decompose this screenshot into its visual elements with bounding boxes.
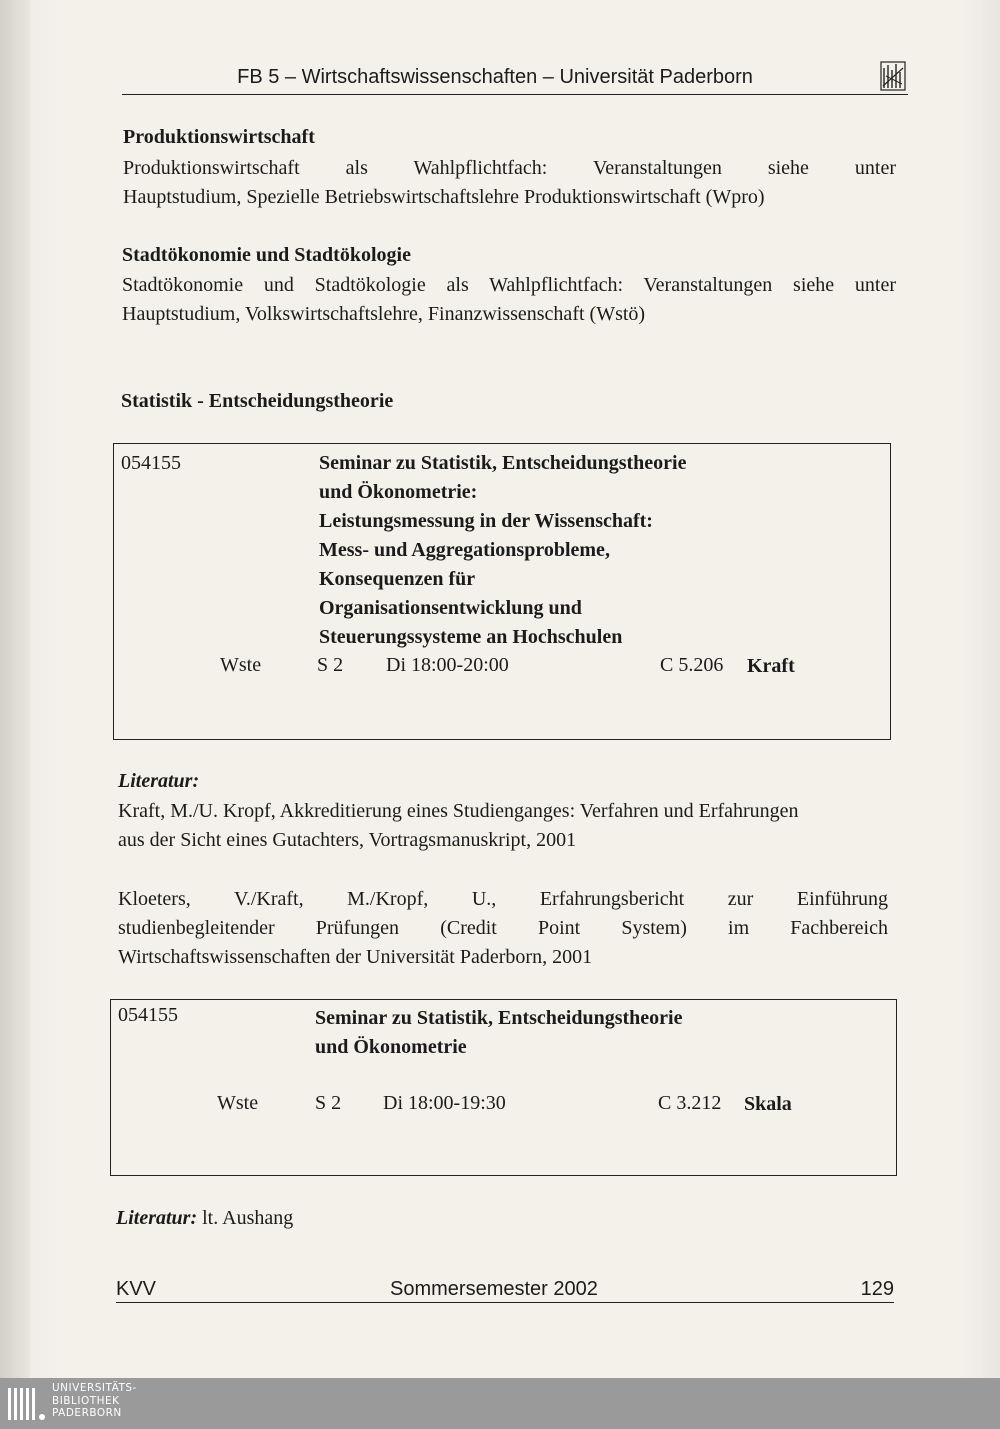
footer-left: KVV — [116, 1278, 157, 1300]
footer-center: Sommersemester 2002 — [390, 1278, 598, 1300]
literature-2 — [116, 1207, 293, 1230]
literature-ref1-line1: Kraft, M./U. Kropf, Akkreditierung eines Studienganges: Verfahren und Erfahrungen — [118, 800, 799, 822]
course-room: C 5.206 — [660, 654, 724, 676]
section-title-stadt: Stadtökonomie und Stadtökologie — [122, 244, 411, 266]
course-room: C 3.212 — [658, 1092, 722, 1114]
course-program: Wste — [220, 654, 262, 676]
literature-text: lt. Aushang — [202, 1207, 294, 1229]
course-number: 054155 — [118, 1004, 178, 1026]
library-name-line: UNIVERSITÄTS- — [52, 1382, 137, 1394]
literature-ref1-line2: aus der Sicht eines Gutachters, Vortragsmanuskript, 2001 — [118, 829, 577, 851]
course-title-line: Seminar zu Statistik, Entscheidungstheorie — [319, 452, 687, 474]
course-time: Di 18:00-19:30 — [383, 1092, 506, 1114]
section-title-statistik: Statistik - Entscheidungstheorie — [121, 390, 394, 412]
header-title: FB 5 – Wirtschaftswissenschaften – Universität Paderborn — [237, 66, 753, 88]
course-box-054155-a — [113, 443, 891, 740]
section-title-produktion: Produktionswirtschaft — [123, 126, 315, 148]
page-gutter — [0, 0, 30, 1378]
page-number: 129 — [860, 1278, 894, 1300]
course-title-line: Seminar zu Statistik, Entscheidungstheorie — [315, 1007, 683, 1029]
literature-ref2-line2: studienbegleitender Prüfungen (Credit Point System) im Fachbereich — [118, 917, 888, 939]
course-title-line: Organisationsentwicklung und — [319, 597, 582, 619]
library-name — [52, 1382, 137, 1420]
course-title-line: Leistungsmessung in der Wissenschaft: — [319, 510, 653, 532]
course-box-054155-b — [110, 999, 897, 1176]
page-header — [122, 62, 908, 95]
course-title-line: Steuerungssysteme an Hochschulen — [319, 626, 623, 648]
course-title-line: Konsequenzen für — [319, 568, 476, 590]
university-logo-icon — [880, 56, 906, 92]
literature-label: Literatur: — [116, 1207, 198, 1229]
library-logo-icon — [6, 1384, 46, 1424]
course-lecturer: Skala — [744, 1093, 792, 1115]
library-bar — [0, 1378, 1000, 1429]
page-footer — [116, 1276, 894, 1303]
produktion-text-line2: Hauptstudium, Spezielle Betriebswirtschaftslehre Produktionswirtschaft (Wpro) — [123, 186, 765, 208]
library-name-line: BIBLIOTHEK — [52, 1394, 120, 1407]
course-type: S 2 — [315, 1092, 342, 1114]
course-program: Wste — [217, 1092, 259, 1114]
course-title — [315, 1004, 682, 1062]
library-name-line: PADERBORN — [52, 1407, 122, 1419]
stadt-text-line2: Hauptstudium, Volkswirtschaftslehre, Finanzwissenschaft (Wstö) — [122, 303, 646, 325]
course-time: Di 18:00-20:00 — [386, 654, 509, 676]
literature-ref2-line3: Wirtschaftswissenschaften der Universität Paderborn, 2001 — [118, 946, 593, 968]
course-title-line: Mess- und Aggregationsprobleme, — [319, 539, 610, 561]
course-title-line: und Ökonometrie: — [319, 481, 478, 503]
literature-label: Literatur: — [118, 770, 200, 792]
course-number: 054155 — [121, 452, 181, 474]
stadt-text-line1: Stadtökonomie und Stadtökologie als Wahlpflichtfach: Veranstaltungen siehe unter — [122, 274, 896, 296]
produktion-text-line1: Produktionswirtschaft als Wahlpflichtfach: Veranstaltungen siehe unter — [123, 157, 896, 179]
course-title — [319, 449, 686, 652]
course-lecturer: Kraft — [747, 655, 795, 677]
literature-ref2-line1: Kloeters, V./Kraft, M./Kropf, U., Erfahrungsbericht zur Einführung — [118, 888, 888, 910]
course-type: S 2 — [317, 654, 344, 676]
course-title-line: und Ökonometrie — [315, 1036, 467, 1058]
